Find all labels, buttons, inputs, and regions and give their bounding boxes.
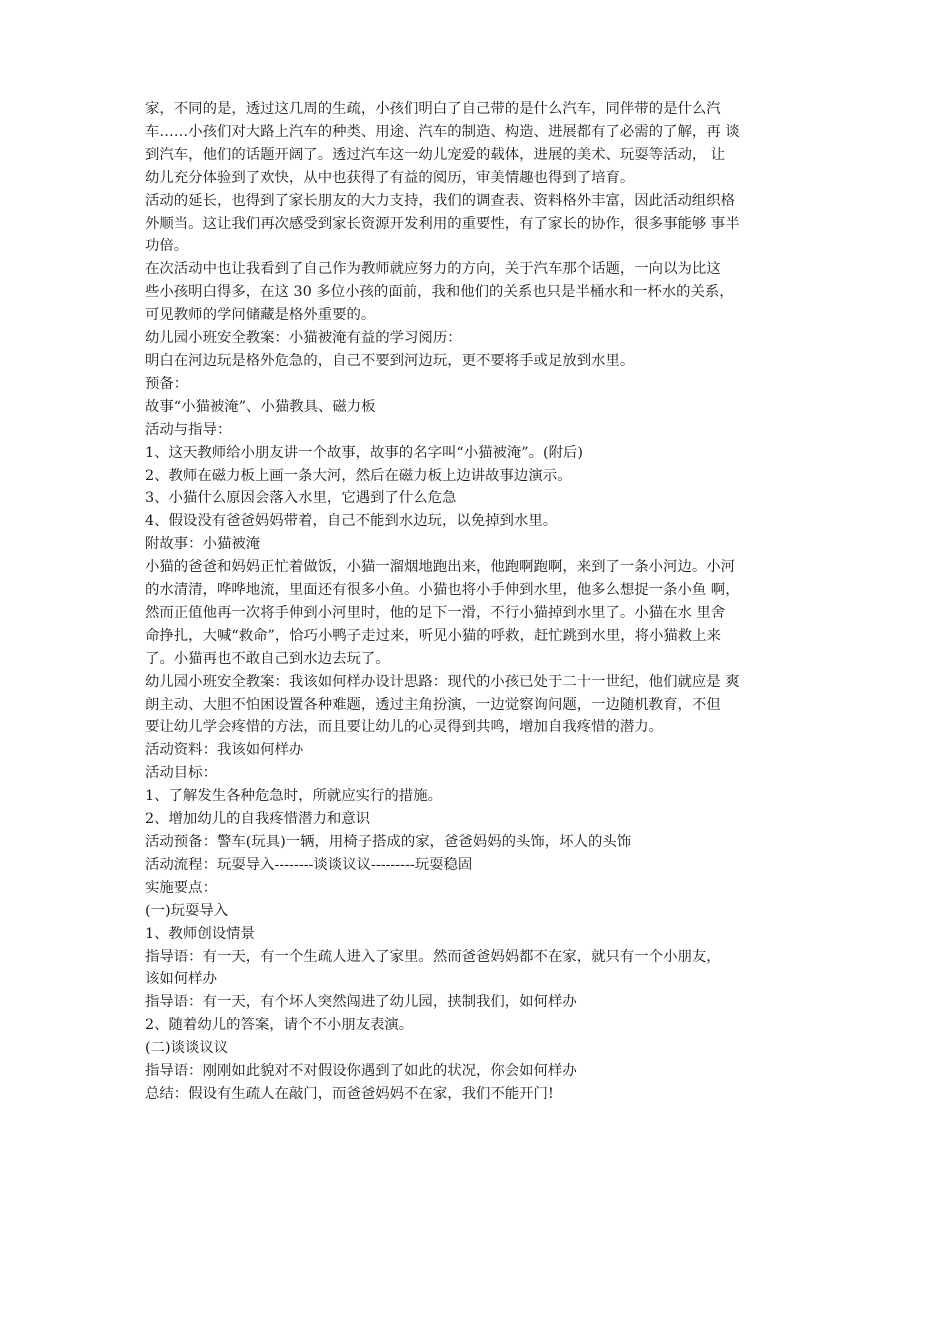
text-line: 朗主动、大胆不怕困设置各种难题，透过主角扮演，一边觉察询问题，一边随机教育，不但: [145, 696, 721, 713]
text-line: 要让幼儿学会疼惜的方法，而且要让幼儿的心灵得到共鸣，增加自我疼惜的潜力。: [145, 719, 664, 736]
text-line: 总结：假设有生疏人在敲门，而爸爸妈妈不在家，我们不能开门!: [145, 1085, 554, 1102]
text-line: 活动与指导：: [145, 421, 232, 438]
list-item: 1、了解发生各种危急时，所就应实行的措施。: [145, 788, 442, 805]
list-item: 4、假设没有爸爸妈妈带着，自己不能到水边玩，以免掉到水里。: [145, 513, 558, 530]
text-line: 了。小猫再也不敢自己到水边去玩了。: [145, 650, 390, 667]
list-item: 1、教师创设情景: [145, 925, 255, 942]
text-line: 家，不同的是，透过这几周的生疏，小孩们明白了自己带的是什么汽车，同伴带的是什么汽: [145, 101, 721, 117]
text-line: 附故事：小猫被淹: [145, 536, 261, 553]
text-line: 活动预备：警车(玩具)一辆，用椅子搭成的家，爸爸妈妈的头饰，坏人的头饰: [145, 834, 632, 850]
list-item: 2、随着幼儿的答案，请个不小朋友表演。: [145, 1017, 414, 1034]
text-line: 活动资料：我该如何样办: [145, 742, 304, 759]
text-line: (二)谈谈议议: [145, 1040, 229, 1057]
text-line: 可见教师的学问储藏是格外重要的。: [145, 307, 376, 324]
text-line: 小猫的爸爸和妈妈正忙着做饭，小猫一溜烟地跑出来，他跑啊跑啊，来到了一条小河边。小河: [145, 559, 736, 576]
section-heading: 幼儿园小班安全教案：我该如何样办设计思路：现代的小孩已处于二十一世纪，他们就应是 爽: [145, 673, 740, 690]
text-line: (一)玩耍导入: [145, 902, 229, 919]
list-item: 2、增加幼儿的自我疼惜潜力和意识: [145, 811, 371, 828]
text-line: 实施要点：: [145, 879, 217, 896]
text-line: 车……小孩们对大路上汽车的种类、用途、汽车的制造、构造、进展都有了必需的了解，再 谈: [145, 123, 740, 140]
text-line: 明白在河边玩是格外危急的，自己不要到河边玩，更不要将手或足放到水里。: [145, 352, 635, 369]
text-line: 指导语：有一天，有一个生疏人进入了家里。然而爸爸妈妈都不在家，就只有一个小朋友，: [145, 948, 721, 965]
text-line: 活动目标：: [145, 765, 217, 782]
text-line: 该如何样办: [145, 971, 217, 988]
text-line: 在次活动中也让我看到了自己作为教师就应努力的方向，关于汽车那个话题，一向以为比这: [145, 261, 721, 278]
list-item: 2、教师在磁力板上画一条大河，然后在磁力板上边讲故事边演示。: [145, 467, 572, 484]
text-line: 些小孩明白得多，在这 30 多位小孩的面前，我和他们的关系也只是半桶水和一杯水的关系，: [145, 284, 734, 301]
text-line: 预备：: [145, 375, 189, 392]
text-line: 活动流程：玩耍导入--------谈谈议议---------玩耍稳固: [145, 856, 473, 873]
text-line: 的水清清，哗哗地流，里面还有很多小鱼。小猫也将小手伸到水里，他多么想捉一条小鱼 啊，: [145, 582, 740, 599]
section-heading: 幼儿园小班安全教案：小猫被淹有益的学习阅历：: [145, 330, 462, 347]
text-line: 幼儿充分体验到了欢快，从中也获得了有益的阅历，审美情趣也得到了培育。: [145, 169, 635, 186]
text-line: 功倍。: [145, 238, 189, 255]
text-line: 到汽车，他们的话题开阔了。透过汽车这一幼儿宠爱的载体，进展的美术、玩耍等活动， 让: [145, 146, 726, 163]
list-item: 1、这天教师给小朋友讲一个故事，故事的名字叫“小猫被淹”。(附后): [145, 444, 584, 461]
document-body: [145, 98, 817, 1106]
text-line: 指导语：有一天，有个坏人突然闯进了幼儿园，挟制我们，如何样办: [145, 994, 577, 1011]
text-line: 故事“小猫被淹”、小猫教具、磁力板: [145, 398, 376, 415]
text-line: 活动的延长，也得到了家长朋友的大力支持，我们的调查表、资料格外丰富，因此活动组织格: [145, 192, 736, 209]
list-item: 3、小猫什么原因会落入水里，它遇到了什么危急: [145, 490, 457, 507]
text-line: 外顺当。这让我们再次感受到家长资源开发利用的重要性，有了家长的协作，很多事能够 事半: [145, 215, 740, 232]
text-line: 指导语：刚刚如此貌对不对假设你遇到了如此的状况，你会如何样办: [145, 1063, 577, 1080]
text-line: 然而正值他再一次将手伸到小河里时，他的足下一滑，不行小猫掉到水里了。小猫在水 里舍: [145, 604, 726, 621]
text-line: 命挣扎，大喊“救命”，恰巧小鸭子走过来，听见小猫的呼救，赶忙跳到水里，将小猫救上来: [145, 627, 721, 644]
